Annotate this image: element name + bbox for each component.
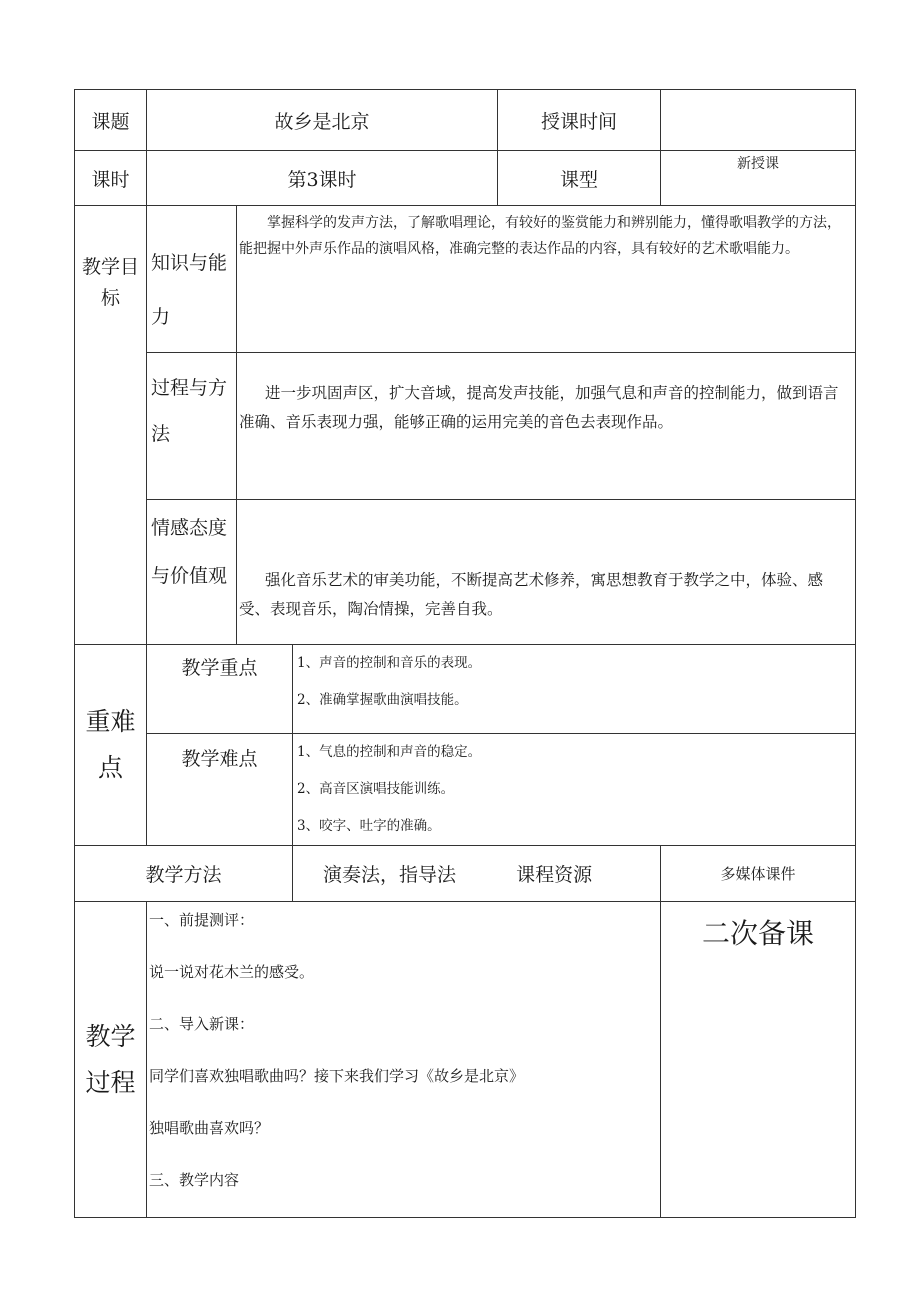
lesson-type-value: 新授课	[661, 151, 856, 206]
process-line: 同学们喜欢独唱歌曲吗？接下来我们学习《故乡是北京》	[149, 1067, 525, 1085]
topic-label: 课题	[75, 90, 147, 151]
process-line: 一、前提测评：	[149, 911, 255, 929]
process-line: 二、导入新课：	[149, 1015, 255, 1033]
key-difficult-label-text: 重难点	[85, 707, 136, 782]
lesson-type-label: 课型	[498, 151, 661, 206]
process-method-text: 进一步巩固声区，扩大音域，提高发声技能，加强气息和声音的控制能力，做到语言准确、音乐表现力强，能够正确的运用完美的音色去表现作品。	[237, 353, 856, 500]
period-label: 课时	[75, 151, 147, 206]
objectives-label-text: 教学目标	[81, 256, 139, 309]
emotion-values-text: 强化音乐艺术的审美功能，不断提高艺术修养，寓思想教育于教学之中，体验、感受、表现音乐，陶冶情操，完善自我。	[237, 500, 856, 645]
teaching-focus-list	[293, 645, 856, 734]
objectives-label	[75, 206, 147, 645]
lesson-plan-table	[74, 89, 856, 1218]
teaching-difficulty-list	[293, 734, 856, 846]
knowledge-text: 掌握科学的发声方法，了解歌唱理论，有较好的鉴赏能力和辨别能力，懂得歌唱教学的方法，能把握中外声乐作品的演唱风格，准确完整的表达作品的内容，具有较好的艺术歌唱能力。	[237, 206, 856, 353]
difficulty-item: 1、气息的控制和声音的稳定。	[297, 744, 482, 760]
lesson-time-value	[661, 90, 856, 151]
focus-item: 2、准确掌握歌曲演唱技能。	[297, 692, 468, 708]
teaching-method-value: 演奏法，指导法	[323, 864, 457, 886]
teaching-process-content	[147, 902, 661, 1218]
course-resource-value: 多媒体课件	[661, 846, 856, 902]
lesson-time-label: 授课时间	[498, 90, 661, 151]
process-line: 三、教学内容	[149, 1171, 240, 1189]
secondary-prep-label: 二次备课	[661, 902, 856, 1218]
teaching-method-label: 教学方法	[75, 846, 293, 902]
teaching-process-label	[75, 902, 147, 1218]
key-difficult-label	[75, 645, 147, 846]
course-resource-label: 课程资源	[516, 864, 593, 886]
period-value: 第3课时	[147, 151, 498, 206]
teaching-focus-label: 教学重点	[147, 645, 293, 734]
knowledge-label: 知识与能力	[147, 206, 237, 353]
difficulty-item: 2、高音区演唱技能训练。	[297, 781, 455, 797]
focus-item: 1、声音的控制和音乐的表现。	[297, 655, 482, 671]
difficulty-item: 3、咬字、吐字的准确。	[297, 818, 441, 834]
emotion-values-label: 情感态度与价值观	[147, 500, 237, 645]
process-method-label: 过程与方法	[147, 353, 237, 500]
process-line: 独唱歌曲喜欢吗？	[149, 1119, 270, 1137]
topic-value: 故乡是北京	[147, 90, 498, 151]
teaching-difficulty-label: 教学难点	[147, 734, 293, 846]
teaching-process-label-text: 教学过程	[85, 1021, 136, 1097]
process-line: 说一说对花木兰的感受。	[149, 963, 315, 981]
